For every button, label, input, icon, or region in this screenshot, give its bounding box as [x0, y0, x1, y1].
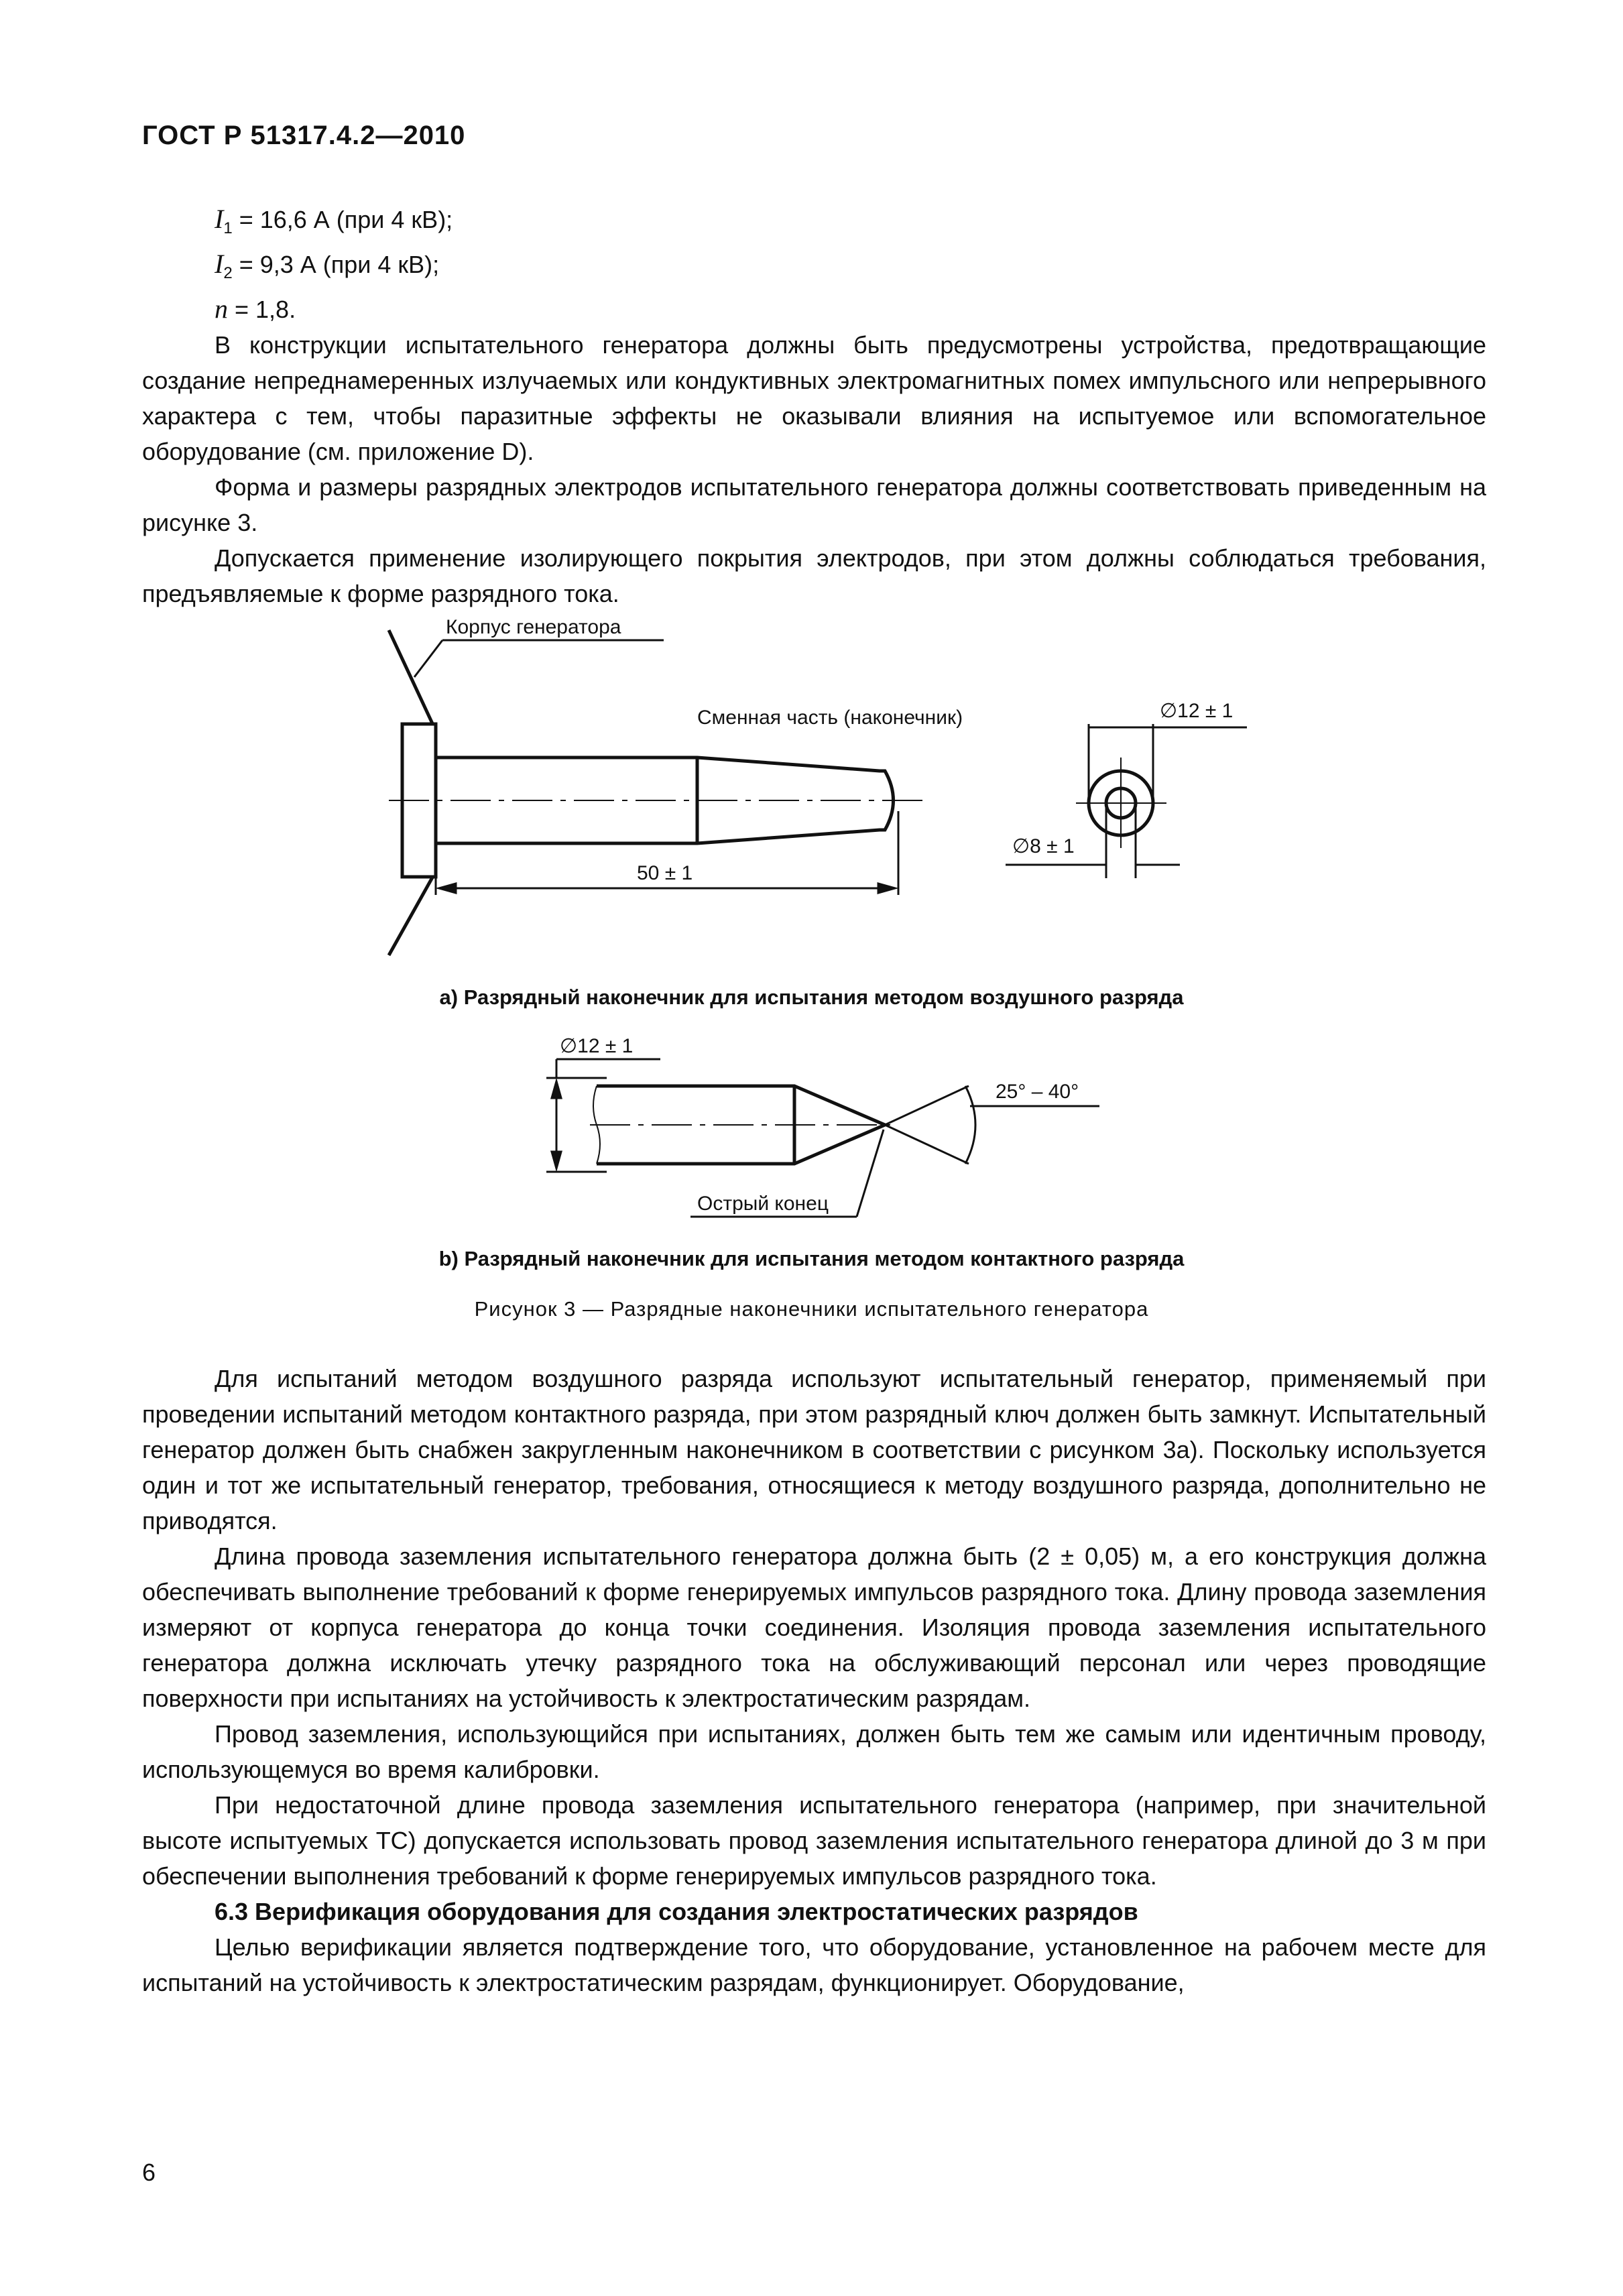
formula-subscript: 1: [223, 219, 233, 238]
paragraph: В конструкции испытательного генератора должны быть предусмотрены устройства, предотвращающие создание непреднамеренных излучаемых или кондуктивных электромагнитных помех импульсного или непрерывного характера с тем, чтобы паразитные эффекты не оказывали влияния на испытуемое или вспомогательное оборудование (см. приложение D).: [142, 331, 1486, 466]
formula-symbol: I: [215, 249, 224, 280]
paragraph: Провод заземления, использующийся при испытаниях, должен быть тем же самым или идентичным проводу, использующемуся во время калибровки.: [142, 1720, 1486, 1783]
caption-b: b) Разрядный наконечник для испытания методом контактного разряда: [438, 1247, 1185, 1270]
dim-d12-label-b: ∅12 ± 1: [560, 1035, 634, 1057]
paragraph: Целью верификации является подтверждение того, что оборудование, установленное на рабочем месте для испытаний на устойчивость к электростатическим разрядам, функционирует. Оборудование,: [142, 1933, 1486, 1996]
formula-n: [142, 291, 1486, 327]
dim-d8-label: ∅8 ± 1: [1012, 835, 1075, 857]
paragraph: Длина провода заземления испытательного генератора должна быть (2 ± 0,05) м, а его конструкция должна обеспечивать выполнение требований к форме генерируемых импульсов разрядного тока. Длину провода заземления измеряют от корпуса генератора до конца точки соединения. Изоляция провода заземления испытательного генератора должна исключать утечку разрядного тока на обслуживающий персонал или через проводящие поверхности при испытаниях на устойчивость к электростатическим разрядам.: [142, 1543, 1486, 1712]
paragraph: Для испытаний методом воздушного разряда используют испытательный генератор, применяемый при проведении испытаний методом контактного разряда, при этом разрядный ключ должен быть замкнут. Испытательный генератор должен быть снабжен закругленным наконечником в соответствии с рисунком 3а). Поскольку используется один и тот же испытательный генератор, требования, относящиеся к методу воздушного разряда, дополнительно не приводятся.: [142, 1365, 1486, 1534]
leader-body: [414, 640, 664, 677]
paragraph: При недостаточной длине провода заземления испытательного генератора (например, при значительной высоте испытуемых ТС) допускается использовать провод заземления испытательного генератора длиной до 3 м при обеспечении выполнения требований к форме генерируемых импульсов разрядного тока.: [142, 1791, 1486, 1890]
label-generator-body: Корпус генератора: [446, 616, 621, 638]
figure-3: [0, 590, 1623, 1341]
section-heading: 6.3 Верификация оборудования для создания электростатических разрядов: [215, 1898, 1138, 1925]
top-text-block: [142, 201, 1486, 611]
formula-i2: [142, 246, 1486, 291]
caption-a: а) Разрядный наконечник для испытания методом воздушного разряда: [439, 985, 1184, 1009]
paragraph: Допускается применение изолирующего покрытия электродов, при этом должны соблюдаться требования, предъявляемые к форме разрядного тока.: [142, 544, 1486, 608]
bottom-text-block: [142, 1361, 1486, 2000]
formula-subscript: 2: [223, 264, 233, 283]
formula-i1: [142, 201, 1486, 246]
generator-body-outline: [389, 630, 436, 955]
dim-50-label: 50 ± 1: [637, 862, 693, 884]
formula-value: = 1,8.: [228, 296, 296, 324]
formula-symbol: n: [215, 294, 228, 324]
label-replaceable-part: Сменная часть (наконечник): [697, 707, 963, 729]
dim-angle-label: 25° – 40°: [996, 1081, 1079, 1103]
label-sharp-end: Острый конец: [697, 1193, 829, 1215]
paragraph: Форма и размеры разрядных электродов испытательного генератора должны соответствовать приведенным на рисунке 3.: [142, 473, 1486, 537]
formula-symbol: I: [215, 204, 224, 234]
formula-value: = 16,6 А (при 4 кВ);: [232, 206, 453, 233]
dim-d12-label-a: ∅12 ± 1: [1160, 700, 1234, 722]
figure-title: Рисунок 3 — Разрядные наконечники испытательного генератора: [474, 1297, 1149, 1321]
formula-value: = 9,3 А (при 4 кВ);: [232, 251, 440, 279]
figure-drawing: [0, 590, 1623, 1341]
page-number: 6: [142, 2159, 156, 2186]
document-header: ГОСТ Р 51317.4.2—2010: [142, 121, 466, 150]
